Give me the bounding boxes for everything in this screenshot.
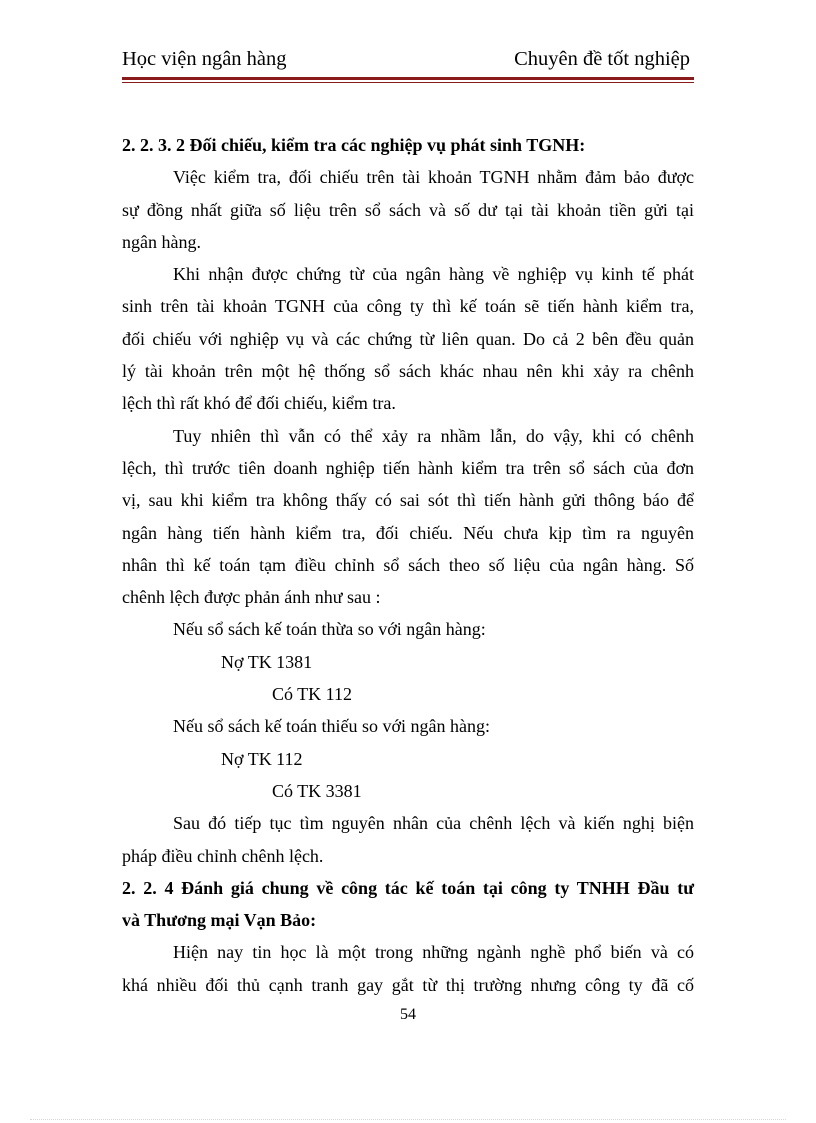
case-shortage-label: Nếu sổ sách kế toán thiếu so với ngân hàng: [173, 716, 490, 737]
paragraph-line: Hiện nay tin học là một trong những ngành nghề phổ biến và có [173, 942, 694, 963]
paragraph-line: Sau đó tiếp tục tìm nguyên nhân của chênh lệch và kiến nghị biện [173, 813, 694, 834]
paragraph-line: khá nhiều đối thủ cạnh tranh gay gắt từ thị trường nhưng công ty đã cố [122, 974, 694, 995]
section-heading-2-2-3-2: 2. 2. 3. 2 Đối chiếu, kiểm tra các nghiệp vụ phát sinh TGNH: [122, 135, 586, 155]
paragraph-line: ngân hàng tiến hành kiểm tra, đối chiếu. Nếu chưa kịp tìm ra nguyên [122, 522, 694, 543]
page-number: 54 [400, 1006, 416, 1023]
case-surplus-label: Nếu sổ sách kế toán thừa so với ngân hàng: [173, 619, 486, 640]
paragraph-line: ngân hàng. [122, 231, 201, 252]
paragraph-line: lệch, thì trước tiên doanh nghiệp tiến hành kiểm tra trên sổ sách của đơn [122, 457, 694, 478]
journal-credit-entry: Có TK 3381 [272, 780, 362, 801]
paragraph-line: sinh trên tài khoản TGNH của công ty thì kế toán sẽ tiến hành kiểm tra, [122, 296, 694, 317]
page-header [122, 48, 692, 74]
paragraph-line: vị, sau khi kiểm tra không thấy có sai sót thì tiến hành gửi thông báo để [122, 490, 694, 511]
paragraph-line: lệch thì rất khó để đối chiếu, kiểm tra. [122, 393, 396, 414]
journal-credit-entry: Có TK 112 [272, 684, 353, 705]
paragraph-line: Việc kiểm tra, đối chiếu trên tài khoản TGNH nhằm đảm bảo được [173, 167, 694, 188]
document-body [122, 129, 694, 1001]
header-rule-thin [122, 82, 694, 83]
paragraph-line: nhân thì kế toán tạm điều chỉnh sổ sách theo số liệu của ngân hàng. Số [122, 554, 694, 575]
paragraph-line: pháp điều chỉnh chênh lệch. [122, 845, 324, 866]
paragraph-line: lý tài khoản trên một hệ thống sổ sách khác nhau nên khi xảy ra chênh [122, 361, 694, 382]
paragraph-line: đối chiếu với nghiệp vụ và các chứng từ liên quan. Do cả 2 bên đều quản [122, 328, 694, 349]
header-document-type: Chuyên đề tốt nghiệp [514, 48, 690, 70]
section-heading-2-2-4: 2. 2. 4 Đánh giá chung về công tác kế toán tại công ty TNHH Đầu tư [122, 877, 694, 898]
paragraph-line: Tuy nhiên thì vẫn có thể xảy ra nhầm lẫn, do vậy, khi có chênh [173, 425, 694, 446]
header-rule-thick [122, 77, 694, 80]
paragraph-line: sự đồng nhất giữa số liệu trên sổ sách và số dư tại tài khoản tiền gửi tại [122, 199, 694, 220]
header-institution: Học viện ngân hàng [122, 48, 287, 70]
page-bottom-border [30, 1119, 786, 1120]
journal-debit-entry: Nợ TK 112 [221, 748, 303, 769]
paragraph-line: Khi nhận được chứng từ của ngân hàng về nghiệp vụ kinh tế phát [173, 264, 694, 285]
paragraph-line: chênh lệch được phản ánh như sau : [122, 587, 381, 608]
section-heading-2-2-4-cont: và Thương mại Vạn Bảo: [122, 910, 317, 931]
journal-debit-entry: Nợ TK 1381 [221, 651, 313, 672]
